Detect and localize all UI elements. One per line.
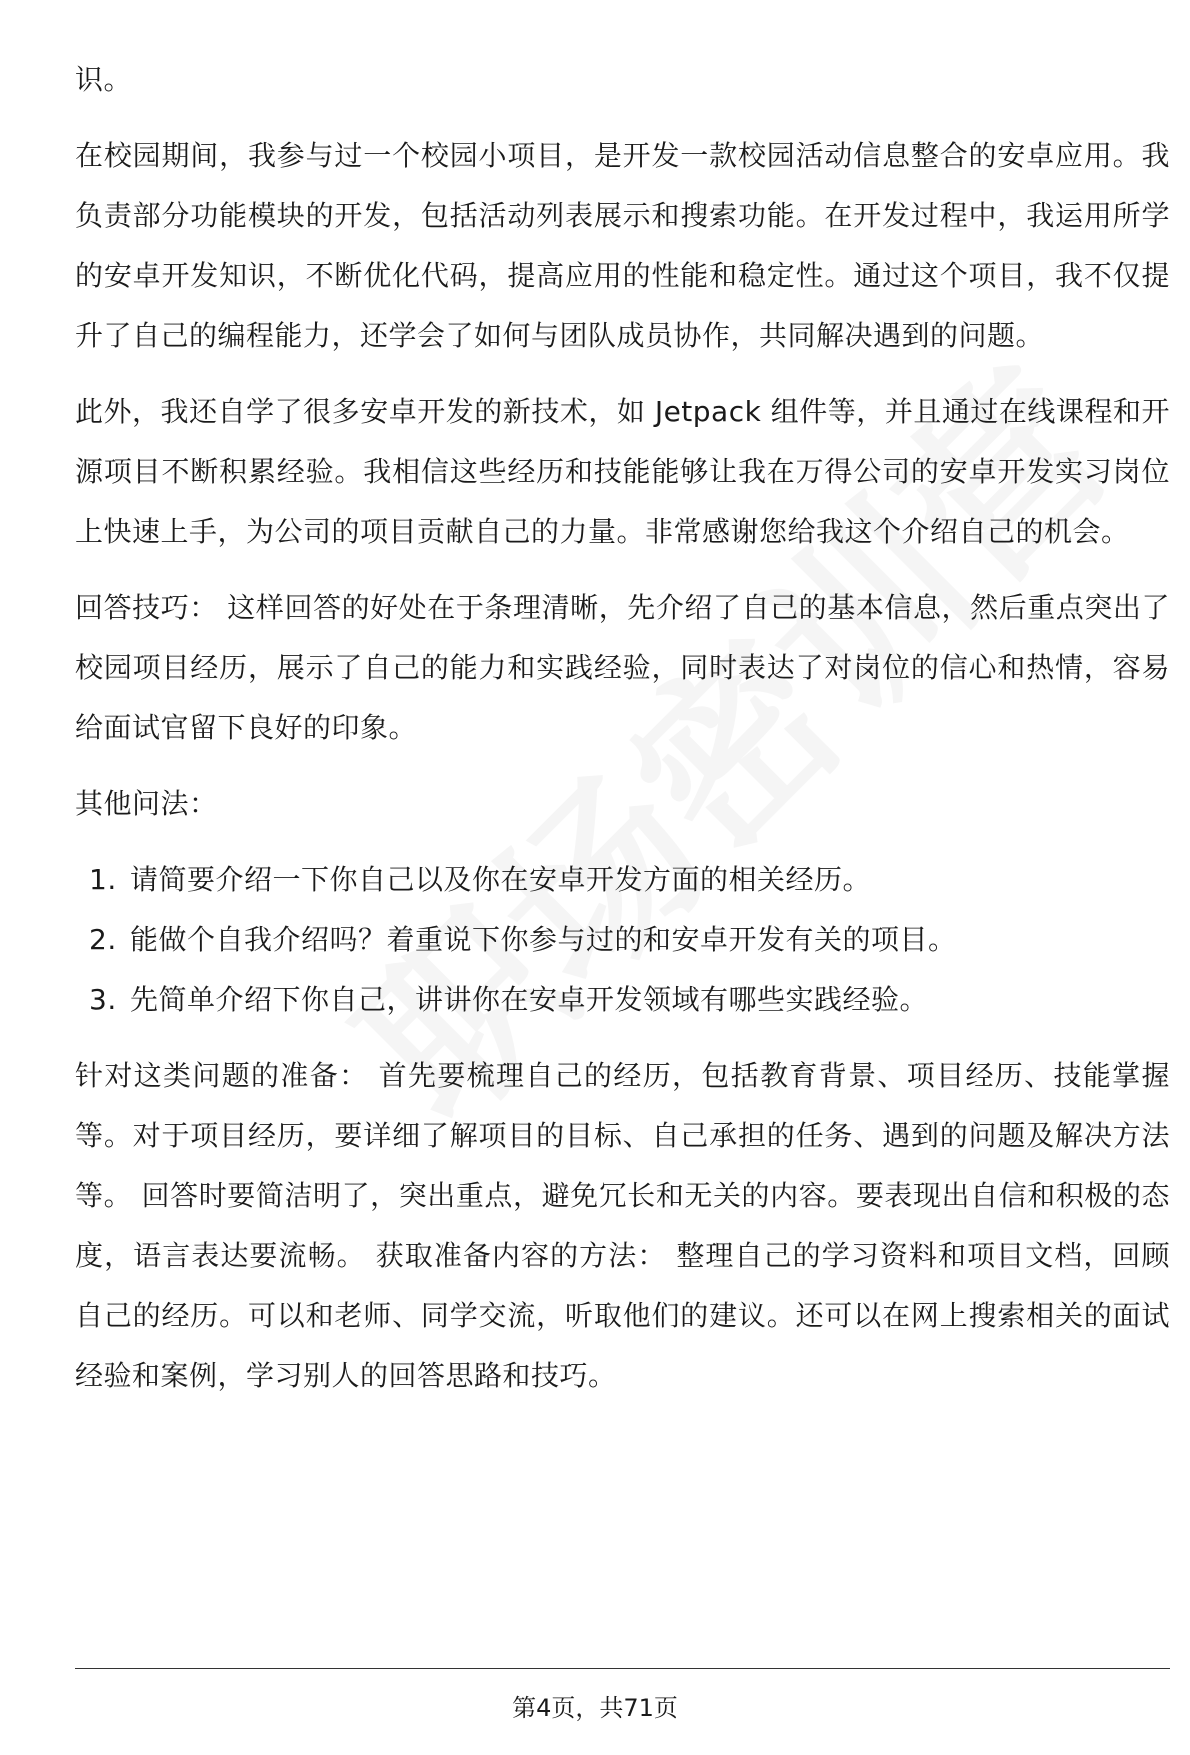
list-item-text: 请简要介绍一下你自己以及你在安卓开发方面的相关经历。	[130, 863, 872, 896]
list-item-number: 1.	[89, 863, 117, 896]
paragraph-answer-tips: 回答技巧： 这样回答的好处在于条理清晰，先介绍了自己的基本信息，然后重点突出了校园项目经历，展示了自己的能力和实践经验，同时表达了对岗位的信心和热情，容易给面试官留下良好的印象。	[75, 591, 1170, 744]
list-item	[75, 910, 1170, 970]
list-item	[75, 850, 1170, 910]
paragraph-preparation: 针对这类问题的准备： 首先要梳理自己的经历，包括教育背景、项目经历、技能掌握等。对于项目经历，要详细了解项目的目标、自己承担的任务、遇到的问题及解决方法等。 回答时要简洁明了，突出重点，避免冗长和无关的内容。要表现出自信和积极的态度，语言表达要流畅。 获取准备内容的方法： 整理自己的学习资料和项目文档，回顾自己的经历。可以和老师、同学交流，听取他们的建议。还可以在网上搜索相关的面试经验和案例，学习别人的回答思路和技巧。	[75, 1059, 1170, 1392]
list-item-text: 能做个自我介绍吗？着重说下你参与过的和安卓开发有关的项目。	[130, 923, 957, 956]
document-body	[75, 50, 1170, 1406]
paragraph-self-study: 此外，我还自学了很多安卓开发的新技术，如 Jetpack 组件等，并且通过在线课程和开源项目不断积累经验。我相信这些经历和技能能够让我在万得公司的安卓开发实习岗位上快速上手，为公司的项目贡献自己的力量。非常感谢您给我这个介绍自己的机会。	[75, 395, 1170, 548]
other-phrasings-list	[75, 850, 1170, 1030]
list-item-number: 3.	[89, 983, 117, 1016]
footer-divider	[75, 1668, 1170, 1669]
paragraph-other-phrasings-heading: 其他问法：	[75, 787, 218, 820]
page-number: 第4页，共71页	[512, 1694, 678, 1722]
list-item-text: 先简单介绍下你自己，讲讲你在安卓开发领域有哪些实践经验。	[130, 983, 929, 1016]
list-item-number: 2.	[89, 923, 117, 956]
list-item	[75, 970, 1170, 1030]
paragraph-continuation: 识。	[75, 63, 133, 96]
paragraph-campus-project: 在校园期间，我参与过一个校园小项目，是开发一款校园活动信息整合的安卓应用。我负责部分功能模块的开发，包括活动列表展示和搜索功能。在开发过程中，我运用所学的安卓开发知识，不断优化代码，提高应用的性能和稳定性。通过这个项目，我不仅提升了自己的编程能力，还学会了如何与团队成员协作，共同解决遇到的问题。	[75, 139, 1170, 352]
